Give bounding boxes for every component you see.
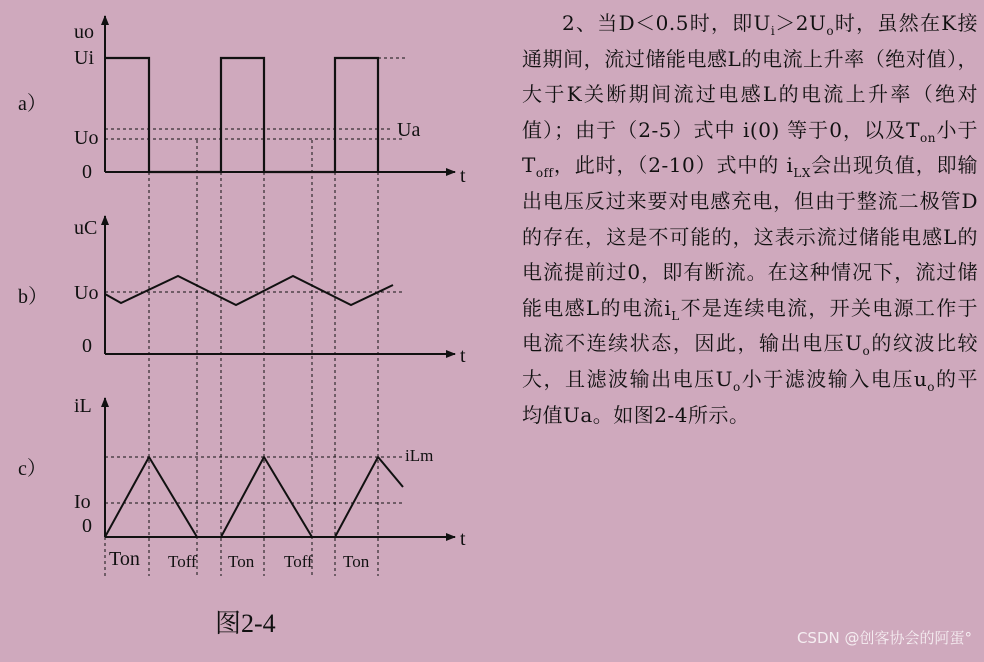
panel-c-y-label: iL: [74, 395, 92, 417]
panel-a: [18, 16, 466, 187]
subscript: o: [862, 344, 871, 359]
time-guide-lines: [105, 140, 378, 576]
panel-c-current-wave: [105, 457, 403, 537]
panel-a-y-label: uo: [74, 21, 94, 43]
panel-a-square-wave: [105, 58, 378, 172]
panel-b-uo-label: Uo: [74, 282, 99, 304]
panel-c: [18, 395, 466, 550]
explanation-text: [522, 6, 978, 433]
panel-a-t-label: t: [460, 165, 466, 187]
text-run: 的平均值Ua。如图2-4所示。: [522, 366, 978, 427]
interval-label: Toff: [284, 552, 313, 571]
panel-b-label: b）: [18, 286, 48, 308]
figure-caption: 图2-4: [215, 609, 276, 638]
interval-labels: [109, 548, 370, 571]
text-run: ＞2U: [775, 11, 827, 35]
subscript: o: [732, 379, 741, 394]
text-run: 会出现负值，即输出电压反过来要对电感充电，但由于整流二极管D的存在，这是不可能的，这表示流过储能电感L的电流提前过0，即有断流。在这种情况下，流过储能电感L的电流i: [522, 153, 979, 320]
text-run: 时，虽然在K接通期间，流过储能电感L的电流上升率（绝对值），大于K关断期间流过电感L的电流上升率（绝对值）；由于（2-5）式中 i(0) 等于0，以及T: [522, 11, 978, 142]
subscript: L: [671, 308, 680, 323]
watermark: CSDN @创客协会的阿蛋°: [796, 629, 972, 647]
panel-b-y-label: uC: [74, 217, 98, 239]
panel-b: [18, 216, 466, 367]
text-run: 小于T: [522, 117, 979, 178]
panel-a-ui-label: Ui: [74, 47, 94, 69]
panel-c-zero-label: 0: [82, 515, 92, 537]
panel-c-ilm-label: iLm: [405, 446, 434, 465]
interval-label: Ton: [109, 548, 140, 570]
text-run: 不是连续电流，开关电源工作于电流不连续状态，因此，输出电压U: [522, 295, 978, 356]
panel-c-t-label: t: [460, 528, 466, 550]
panel-a-uo-label: Uo: [74, 127, 99, 149]
panel-a-zero-label: 0: [82, 161, 92, 183]
interval-label: Ton: [228, 552, 255, 571]
panel-a-ua-label: Ua: [397, 119, 421, 141]
text-run: 小于滤波输入电压u: [740, 366, 928, 391]
text-run: ，此时，（2-10）式中的 i: [553, 153, 794, 178]
panel-a-label: a）: [18, 93, 47, 115]
interval-label: Toff: [168, 552, 197, 571]
explanation-paragraph: [522, 6, 978, 433]
interval-label: Ton: [343, 552, 370, 571]
subscript: on: [919, 130, 936, 145]
panel-c-label: c）: [18, 458, 47, 480]
panel-b-ripple-wave: [105, 276, 393, 305]
text-run: 的纹波比较大，且滤波输出电压U: [522, 331, 979, 391]
panel-b-t-label: t: [460, 345, 466, 367]
subscript: off: [535, 166, 554, 181]
subscript: i: [770, 24, 776, 38]
panel-c-io-label: Io: [74, 491, 91, 513]
subscript: o: [927, 379, 935, 394]
subscript: LX: [793, 166, 811, 181]
subscript: o: [826, 24, 835, 38]
text-run: 2、当D＜0.5时，即U: [562, 11, 771, 35]
panel-b-zero-label: 0: [82, 335, 92, 357]
